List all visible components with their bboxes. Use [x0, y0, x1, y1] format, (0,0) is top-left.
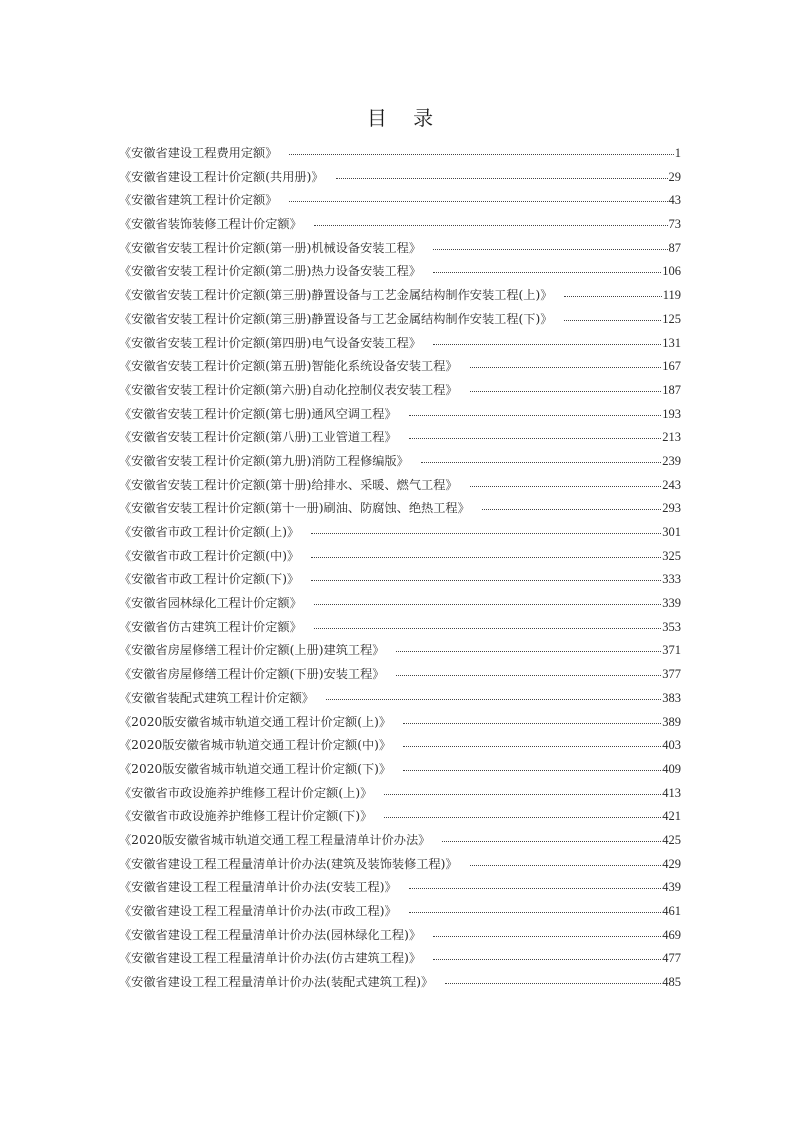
- toc-entry[interactable]: [119, 687, 681, 711]
- dot-leader: [445, 974, 661, 986]
- dot-leader: [564, 287, 661, 299]
- toc-page-number: 371: [662, 643, 681, 658]
- toc-entry[interactable]: [119, 758, 681, 782]
- toc-entry[interactable]: [119, 592, 681, 616]
- toc-entry-title: 《安徽省安装工程计价定额(第四册)电气设备安装工程》: [119, 335, 422, 350]
- toc-entry-title: 《安徽省市政设施养护维修工程计价定额(下)》: [119, 809, 373, 824]
- dot-leader: [433, 927, 661, 939]
- toc-page-number: 325: [662, 548, 681, 563]
- toc-entry[interactable]: [119, 711, 681, 735]
- dot-leader: [311, 548, 661, 560]
- toc-entry[interactable]: [119, 616, 681, 640]
- toc-page-number: 485: [662, 975, 681, 990]
- dot-leader: [470, 855, 662, 867]
- dot-leader: [311, 571, 661, 583]
- toc-page-number: 461: [662, 904, 681, 918]
- toc-entry-title: 《安徽省安装工程计价定额(第一册)机械设备安装工程》: [119, 240, 422, 255]
- toc-entry-title: 《安徽省市政工程计价定额(中)》: [119, 548, 300, 563]
- toc-entry-title: 《安徽省市政工程计价定额(下)》: [119, 572, 300, 587]
- toc-entry[interactable]: [119, 450, 681, 474]
- toc-entry-title: 《安徽省安装工程计价定额(第五册)智能化系统设备安装工程》: [119, 359, 458, 374]
- toc-entry-title: 《安徽省安装工程计价定额(第十册)给排水、采暖、燃气工程》: [119, 477, 458, 492]
- toc-entry[interactable]: [119, 568, 681, 592]
- toc-entry[interactable]: [119, 829, 681, 853]
- toc-page-number: 1: [674, 146, 681, 160]
- toc-entry-title: 《安徽省安装工程计价定额(第二册)热力设备安装工程》: [119, 264, 422, 279]
- toc-entry[interactable]: [119, 213, 681, 237]
- toc-entry[interactable]: [119, 403, 681, 427]
- toc-page-number: 43: [668, 193, 681, 208]
- dot-leader: [403, 761, 661, 773]
- dot-leader: [314, 595, 661, 607]
- toc-page-number: 106: [662, 264, 681, 279]
- toc-entry-title: 《安徽省建设工程工程量清单计价办法(园林绿化工程)》: [119, 927, 422, 942]
- toc-entry-title: 《安徽省房屋修缮工程计价定额(下册)安装工程》: [119, 667, 385, 682]
- toc-entry-title: 《安徽省建筑工程计价定额》: [119, 193, 278, 208]
- dot-leader: [336, 169, 668, 181]
- toc-page-number: 213: [662, 430, 681, 445]
- toc-entry-title: 《安徽省建设工程工程量清单计价办法(装配式建筑工程)》: [119, 975, 434, 990]
- toc-entry-title: 《安徽省建设工程工程量清单计价办法(建筑及装饰装修工程)》: [119, 856, 458, 871]
- toc-entry[interactable]: [119, 639, 681, 663]
- dot-leader: [409, 879, 662, 891]
- dot-leader: [384, 784, 661, 796]
- table-of-contents: [119, 142, 681, 995]
- dot-leader: [433, 950, 661, 962]
- toc-entry-title: 《安徽省安装工程计价定额(第十一册)刷油、防腐蚀、绝热工程》: [119, 501, 470, 516]
- toc-entry[interactable]: [119, 497, 681, 521]
- dot-leader: [409, 405, 662, 417]
- toc-entry-title: 《安徽省建设工程工程量清单计价办法(市政工程)》: [119, 904, 397, 918]
- toc-page-number: 73: [668, 217, 681, 232]
- dot-leader: [482, 500, 661, 512]
- toc-entry-title: 《安徽省安装工程计价定额(第八册)工业管道工程》: [119, 430, 397, 445]
- toc-entry-title: 《2020版安徽省城市轨道交通工程计价定额(中)》: [119, 738, 392, 753]
- toc-entry-title: 《安徽省市政工程计价定额(上)》: [119, 525, 300, 539]
- dot-leader: [403, 737, 661, 749]
- toc-entry-title: 《安徽省安装工程计价定额(第七册)通风空调工程》: [119, 406, 397, 421]
- dot-leader: [470, 382, 662, 394]
- toc-page-number: 353: [662, 619, 681, 634]
- toc-entry[interactable]: [119, 355, 681, 379]
- toc-page-number: 193: [662, 406, 681, 421]
- toc-entry-title: 《2020版安徽省城市轨道交通工程工程量清单计价办法》: [119, 832, 431, 847]
- dot-leader: [396, 666, 661, 678]
- toc-entry-title: 《安徽省建设工程费用定额》: [119, 146, 278, 160]
- toc-page-number: 439: [662, 880, 681, 895]
- dot-leader: [421, 453, 661, 465]
- toc-page-number: 167: [662, 359, 681, 374]
- dot-leader: [433, 334, 661, 346]
- toc-entry[interactable]: [119, 142, 681, 166]
- dot-leader: [433, 240, 667, 252]
- toc-page-number: 243: [662, 477, 681, 492]
- toc-entry-title: 《安徽省仿古建筑工程计价定额》: [119, 619, 302, 634]
- toc-entry-title: 《安徽省市政设施养护维修工程计价定额(上)》: [119, 785, 373, 800]
- toc-page-number: 469: [662, 927, 681, 942]
- toc-entry[interactable]: [119, 924, 681, 948]
- toc-page-number: 421: [662, 809, 681, 824]
- toc-entry[interactable]: [119, 853, 681, 877]
- dot-leader: [326, 690, 661, 702]
- toc-page-number: 119: [662, 288, 681, 303]
- toc-entry-title: 《安徽省建设工程工程量清单计价办法(安装工程)》: [119, 880, 397, 895]
- toc-page-number: 339: [662, 596, 681, 611]
- toc-page-number: 187: [662, 382, 681, 397]
- toc-entry[interactable]: [119, 876, 681, 900]
- toc-page-number: 87: [668, 240, 681, 255]
- dot-leader: [403, 713, 661, 725]
- toc-entry[interactable]: [119, 947, 681, 971]
- toc-page-number: 29: [668, 169, 681, 184]
- toc-page-number: 293: [662, 501, 681, 516]
- dot-leader: [289, 192, 667, 204]
- toc-page-number: 429: [662, 856, 681, 871]
- toc-entry[interactable]: [119, 734, 681, 758]
- toc-page-number: 413: [662, 785, 681, 800]
- dot-leader: [564, 311, 661, 323]
- toc-entry[interactable]: [119, 545, 681, 569]
- toc-entry-title: 《安徽省安装工程计价定额(第九册)消防工程修编版》: [119, 453, 409, 468]
- toc-entry-title: 《安徽省园林绿化工程计价定额》: [119, 596, 302, 611]
- toc-entry-title: 《安徽省安装工程计价定额(第三册)静置设备与工艺金属结构制作安装工程(下)》: [119, 311, 553, 326]
- toc-entry[interactable]: [119, 971, 681, 995]
- toc-entry-title: 《安徽省装配式建筑工程计价定额》: [119, 690, 314, 705]
- dot-leader: [442, 832, 661, 844]
- toc-entry-title: 《安徽省安装工程计价定额(第六册)自动化控制仪表安装工程》: [119, 382, 458, 397]
- toc-entry-title: 《2020版安徽省城市轨道交通工程计价定额(上)》: [119, 714, 392, 729]
- toc-page-number: 403: [662, 738, 681, 753]
- toc-entry[interactable]: [119, 805, 681, 829]
- toc-entry[interactable]: [119, 426, 681, 450]
- toc-entry-title: 《安徽省装饰装修工程计价定额》: [119, 217, 302, 232]
- toc-entry[interactable]: [119, 284, 681, 308]
- toc-entry[interactable]: [119, 379, 681, 403]
- toc-page-number: 377: [662, 667, 681, 682]
- toc-title: 目 录: [366, 106, 444, 130]
- toc-entry[interactable]: [119, 332, 681, 356]
- dot-leader: [470, 358, 662, 370]
- dot-leader: [289, 145, 673, 157]
- toc-entry-title: 《安徽省房屋修缮工程计价定额(上册)建筑工程》: [119, 643, 385, 658]
- dot-leader: [409, 429, 662, 441]
- toc-entry[interactable]: [119, 474, 681, 498]
- toc-entry-title: 《安徽省安装工程计价定额(第三册)静置设备与工艺金属结构制作安装工程(上)》: [119, 288, 553, 303]
- toc-entry[interactable]: [119, 782, 681, 806]
- toc-entry-title: 《2020版安徽省城市轨道交通工程计价定额(下)》: [119, 761, 392, 776]
- dot-leader: [409, 903, 662, 915]
- toc-page-number: 239: [662, 453, 681, 468]
- toc-entry[interactable]: [119, 521, 681, 545]
- toc-page-number: 477: [662, 951, 681, 966]
- dot-leader: [433, 263, 661, 275]
- toc-page-number: 383: [662, 690, 681, 705]
- dot-leader: [314, 216, 668, 228]
- toc-entry[interactable]: [119, 189, 681, 213]
- toc-entry[interactable]: [119, 260, 681, 284]
- toc-entry[interactable]: [119, 308, 681, 332]
- toc-page-number: 409: [662, 761, 681, 776]
- toc-page-number: 389: [662, 714, 681, 729]
- toc-page-number: 131: [662, 335, 681, 350]
- toc-page-number: 333: [662, 572, 681, 587]
- dot-leader: [314, 619, 661, 631]
- toc-entry-title: 《安徽省建设工程工程量清单计价办法(仿古建筑工程)》: [119, 951, 422, 966]
- dot-leader: [384, 808, 661, 820]
- dot-leader: [470, 476, 662, 488]
- toc-page-number: 425: [662, 832, 681, 847]
- toc-entry[interactable]: [119, 166, 681, 190]
- toc-entry[interactable]: [119, 663, 681, 687]
- toc-page-number: 301: [662, 525, 681, 539]
- toc-page-number: 125: [662, 311, 681, 326]
- dot-leader: [311, 524, 661, 536]
- toc-entry[interactable]: [119, 900, 681, 924]
- dot-leader: [396, 642, 661, 654]
- toc-entry-title: 《安徽省建设工程计价定额(共用册)》: [119, 169, 324, 184]
- toc-entry[interactable]: [119, 237, 681, 261]
